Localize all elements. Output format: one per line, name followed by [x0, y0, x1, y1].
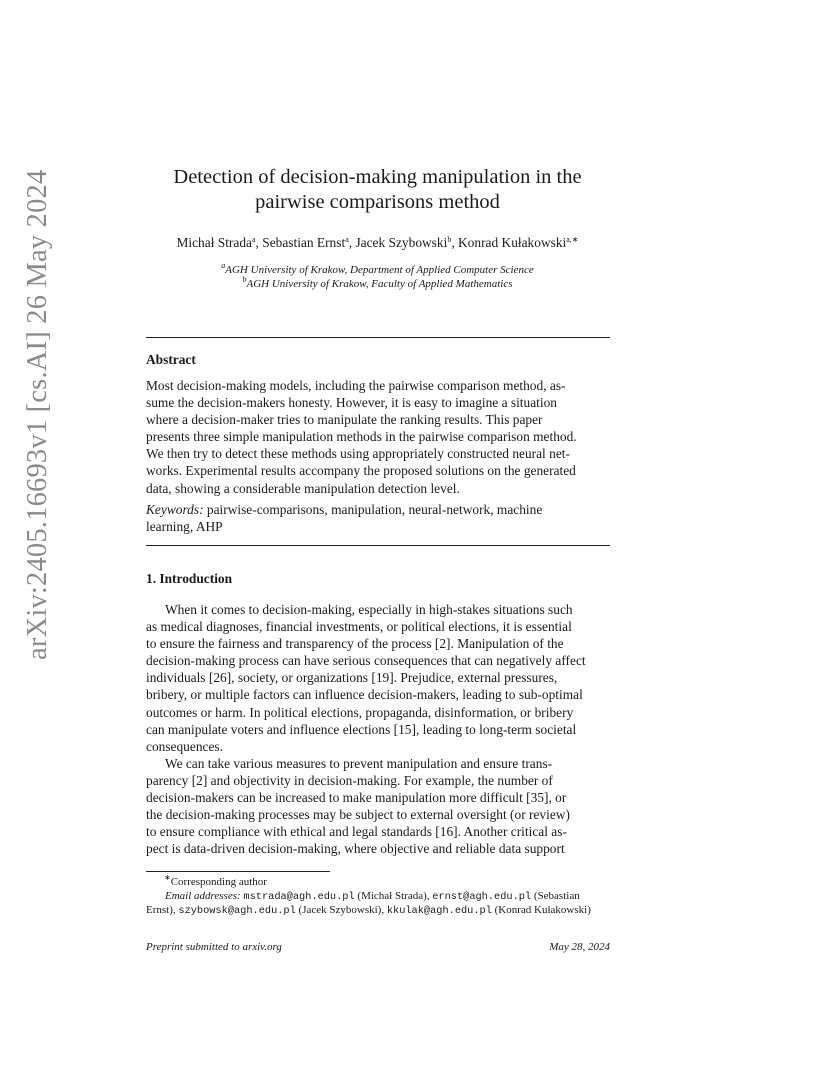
footnote-emails-line-1 — [146, 889, 629, 904]
intro-line: decision-makers can be increased to make manipulation more difficult [35], or — [146, 790, 567, 806]
author-affil-mark: b — [447, 235, 452, 244]
intro-line: consequences. — [146, 738, 223, 754]
affil-text: AGH University of Krakow, Department of Applied Computer Science — [225, 264, 534, 276]
intro-line: pect is data-driven decision-making, where objective and reliable data support — [146, 841, 565, 857]
intro-paragraph-2 — [146, 755, 610, 858]
footer-preprint-note: Preprint submitted to arxiv.org — [146, 941, 282, 953]
keywords-text: pairwise-comparisons, manipulation, neural-network, machine — [203, 502, 543, 517]
affil-mark: a — [221, 261, 226, 270]
abstract-line: We then try to detect these methods using appropriately constructed neural net- — [146, 446, 570, 462]
email-owner: (Sebastian — [533, 890, 580, 902]
intro-line: When it comes to decision-making, especially in high-stakes situations such — [165, 602, 573, 617]
arxiv-identifier: arXiv:2405.16693v1 [cs.AI] 26 May 2024 — [22, 169, 53, 660]
affiliation-b — [145, 275, 610, 290]
abstract-line: data, showing a considerable manipulation detection level. — [146, 480, 460, 496]
intro-line: individuals [26], society, or organizations [19]. Prejudice, external pressures, — [146, 670, 558, 686]
abstract-line: Most decision-making models, including the pairwise comparison method, as- — [146, 378, 566, 393]
email-owner: (Konrad Kułakowski) — [494, 904, 591, 916]
email-owner: Ernst), — [146, 904, 176, 916]
abstract-line: where a decision-maker tries to manipulate the ranking results. This paper — [146, 412, 543, 428]
section-heading-introduction: 1. Introduction — [146, 571, 233, 586]
author-affil-mark: a — [251, 235, 256, 244]
author-name: Sebastian Ernst — [262, 235, 346, 250]
abstract-line: works. Experimental results accompany the proposed solutions on the generated — [146, 463, 576, 479]
paper-title — [145, 165, 610, 215]
intro-line: the decision-making processes may be subject to external oversight (or review) — [146, 807, 570, 823]
affiliation-a — [145, 261, 610, 276]
affil-mark: b — [242, 275, 247, 284]
intro-line: as medical diagnoses, financial investments, or political elections, it is essential — [146, 619, 572, 635]
intro-line: parency [2] and objectivity in decision-making. For example, the number of — [146, 773, 553, 789]
keywords-line-2: learning, AHP — [146, 519, 223, 535]
footnote-text: Corresponding author — [170, 876, 267, 888]
asterisk-mark: ∗ — [164, 873, 171, 882]
intro-paragraph-1 — [146, 601, 610, 755]
keywords-line-1 — [146, 501, 610, 518]
abstract-bottom-rule — [146, 545, 610, 546]
abstract-top-rule — [146, 337, 610, 338]
abstract-line: presents three simple manipulation methods in the pairwise comparison method. — [146, 429, 577, 445]
keywords-label: Keywords: — [146, 502, 204, 517]
title-line-2: pairwise comparisons method — [255, 191, 500, 213]
intro-line: can manipulate voters and influence elections [15], leading to long-term societal — [146, 721, 577, 737]
author-affil-mark: a,∗ — [566, 235, 579, 244]
email-owner: (Jacek Szybowski), — [298, 904, 385, 916]
abstract-body — [146, 377, 610, 497]
footnote-rule — [146, 871, 330, 872]
intro-line: decision-making process can have serious consequences that can negatively affect — [146, 653, 586, 669]
intro-line: bribery, or multiple factors can influence decision-makers, leading to sub-optimal — [146, 687, 583, 703]
email-link[interactable]: szybowsk@agh.edu.pl — [178, 905, 296, 917]
email-label: Email addresses: — [165, 890, 241, 902]
intro-line: to ensure compliance with ethical and legal standards [16]. Another critical as- — [146, 824, 567, 840]
intro-line: outcomes or harm. In political elections, propaganda, disinformation, or bribery — [146, 704, 574, 720]
intro-line: We can take various measures to prevent manipulation and ensure trans- — [165, 756, 553, 771]
email-link[interactable]: mstrada@agh.edu.pl — [243, 891, 355, 903]
footer-date: May 28, 2024 — [549, 941, 610, 953]
author-affil-mark: a — [345, 235, 349, 244]
intro-line: to ensure the fairness and transparency of the process [2]. Manipulation of the — [146, 636, 564, 652]
author-list: Michał Strada$^a$, Sebastian Ernst$^a$, Jacek Szybowski$^b$, Konrad Kułakowski$^{a,∗}$ — [176, 235, 579, 250]
keywords — [146, 501, 610, 535]
email-link[interactable]: kkulak@agh.edu.pl — [386, 905, 492, 917]
email-link[interactable]: ernst@agh.edu.pl — [432, 891, 532, 903]
title-line-1: Detection of decision-making manipulation in the — [173, 166, 582, 188]
author-name: Michał Strada — [176, 235, 252, 250]
email-owner: (Michał Strada), — [357, 890, 430, 902]
footnote-corresponding — [146, 875, 628, 889]
author-name: Konrad Kułakowski — [458, 235, 567, 250]
footnote-emails-line-2 — [146, 903, 610, 918]
author-name: Jacek Szybowski — [355, 235, 448, 250]
abstract-heading: Abstract — [146, 352, 196, 367]
abstract-line: sume the decision-makers honesty. However, it is easy to imagine a situation — [146, 395, 558, 411]
affil-text: AGH University of Krakow, Faculty of Applied Mathematics — [246, 278, 513, 290]
